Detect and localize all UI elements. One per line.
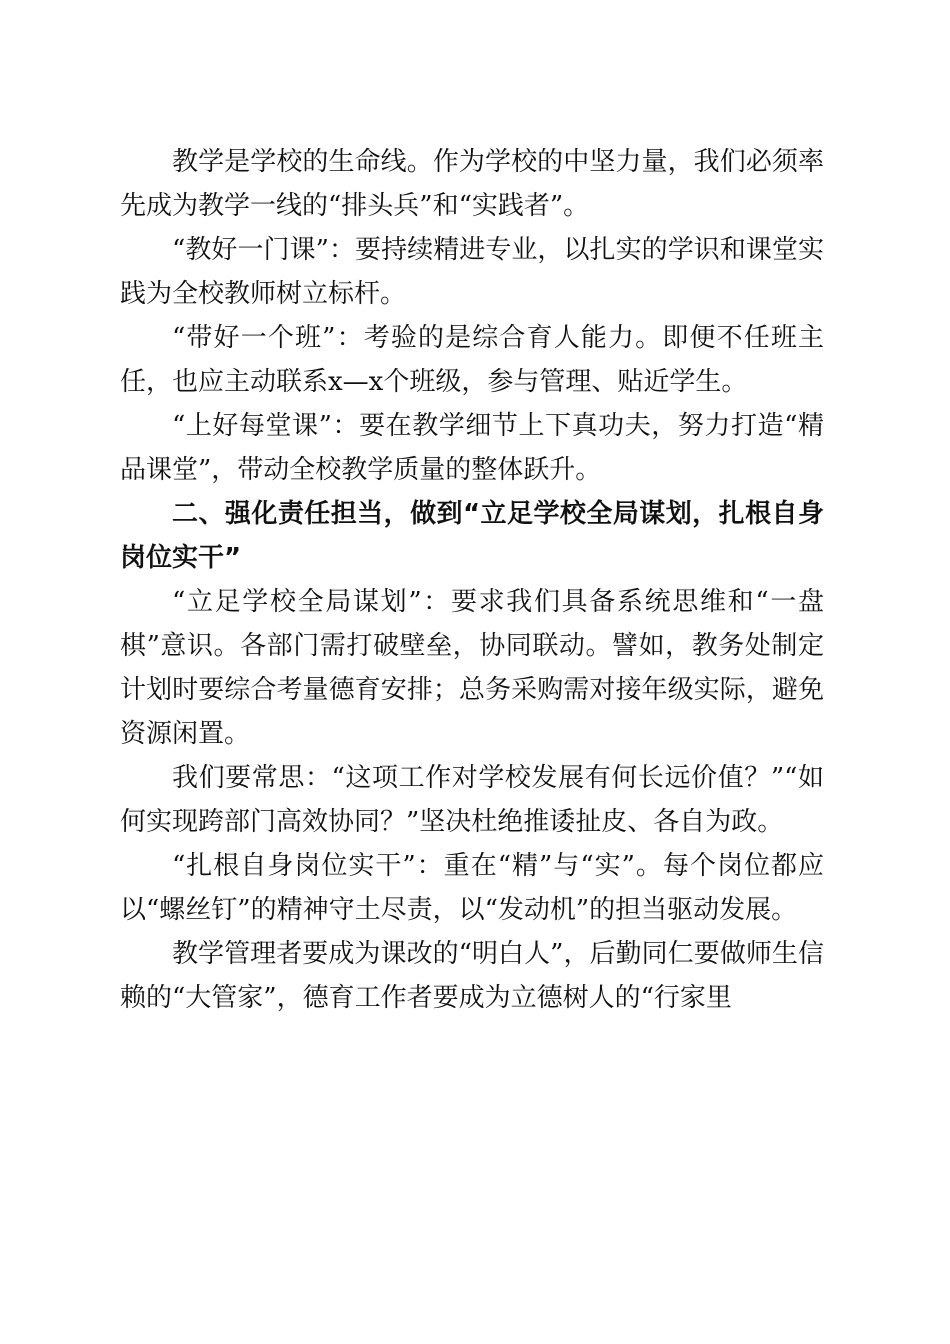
paragraph-teaching-lifeline: 教学是学校的生命线。作为学校的中坚力量，我们必须率先成为教学一线的“排头兵”和“实践者”。: [120, 147, 824, 221]
document-body: [120, 140, 824, 1020]
paragraph-roles: 教学管理者要成为课改的“明白人”，后勤同仁要做师生信赖的“大管家”，德育工作者要成为立德树人的“行家里: [120, 939, 824, 1013]
paragraph-teach-one-course: “教好一门课”：要持续精进专业，以扎实的学识和课堂实践为全校教师树立标杆。: [120, 235, 824, 309]
paragraph-every-lesson: “上好每堂课”：要在教学细节上下真功夫，努力打造“精品课堂”，带动全校教学质量的整体跃升。: [120, 411, 824, 485]
section-heading: 二、强化责任担当，做到“立足学校全局谋划，扎根自身岗位实干”: [120, 499, 824, 573]
paragraph-lead-one-class: “带好一个班”：考验的是综合育人能力。即便不任班主任，也应主动联系x—x个班级，参与管理、贴近学生。: [120, 323, 824, 397]
paragraph-overall-planning: “立足学校全局谋划”：要求我们具备系统思维和“一盘棋”意识。各部门需打破壁垒，协同联动。譬如，教务处制定计划时要综合考量德育安排；总务采购需对接年级实际，避免资源闲置。: [120, 587, 824, 749]
paragraph-post-diligence: “扎根自身岗位实干”：重在“精”与“实”。每个岗位都应以“螺丝钉”的精神守土尽责，以“发动机”的担当驱动发展。: [120, 851, 824, 925]
paragraph-reflection: 我们要常思：“这项工作对学校发展有何长远价值？”“如何实现跨部门高效协同？”坚决杜绝推诿扯皮、各自为政。: [120, 763, 824, 837]
